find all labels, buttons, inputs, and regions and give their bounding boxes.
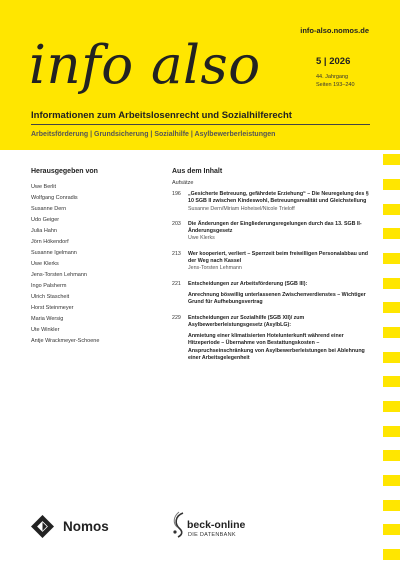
journal-subtitle: Informationen zum Arbeitslosenrecht und Sozialhilferecht xyxy=(31,110,292,121)
edge-marker xyxy=(383,278,400,289)
toc-entry[interactable] xyxy=(172,315,372,363)
partner-name: beck-online xyxy=(187,519,246,531)
toc-entry[interactable] xyxy=(172,191,372,213)
editor-name: Jörn Hökendorf xyxy=(31,239,69,245)
editor-name: Udo Geiger xyxy=(31,217,60,223)
editor-name: Uwe Berlit xyxy=(31,184,57,190)
partner-tagline: DIE DATENBANK xyxy=(188,532,236,538)
editor-name: Uwe Klerks xyxy=(31,261,59,267)
volume-info xyxy=(316,74,355,89)
edge-marker xyxy=(383,450,400,461)
topics-line: Arbeitsförderung | Grundsicherung | Sozialhilfe | Asylbewerberleistungen xyxy=(31,131,276,138)
editor-name: Susanne Dern xyxy=(31,206,67,212)
table-of-contents xyxy=(172,168,372,370)
editors-heading: Herausgegeben von xyxy=(31,168,98,175)
publisher-name: Nomos xyxy=(63,519,109,534)
page-range: Seiten 193–240 xyxy=(316,81,355,88)
edge-marker xyxy=(383,352,400,363)
toc-title: Entscheidungen zur Sozialhilfe (SGB XII)/ zum Asylbewerberleistungsgesetz (AsylbLG): xyxy=(188,314,305,328)
toc-entry[interactable] xyxy=(172,251,372,273)
edge-marker xyxy=(383,302,400,313)
editor-name: Antje Wrackmeyer-Schoene xyxy=(31,338,100,344)
toc-heading: Aus dem Inhalt xyxy=(172,168,223,175)
toc-authors: Uwe Klerks xyxy=(188,235,215,242)
editor-name: Susanne Igelmann xyxy=(31,250,77,256)
editors-column xyxy=(31,168,151,347)
editor-name: Ulrich Stascheit xyxy=(31,294,70,300)
edge-marker xyxy=(383,179,400,190)
editor-name: Jens-Torsten Lehmann xyxy=(31,272,87,278)
toc-page: 203 xyxy=(172,220,181,227)
edge-marker xyxy=(383,475,400,486)
editor-name: Ingo Palsherm xyxy=(31,283,67,289)
toc-page: 213 xyxy=(172,250,181,257)
toc-title: Entscheidungen zur Arbeitsförderung (SGB III): xyxy=(188,280,308,287)
toc-title: „Gesicherte Betreuung, gefährdete Erziehung“ – Die Neuregelung des § 10 SGB II zwischen Kindeswohl, Betreuungsrealität und Gleichstellung xyxy=(188,191,369,205)
toc-summary: Anrechnung böswillig unterlassenen Zwischenverdienstes – Wichtiger Grund für Aufhebungsvertrag xyxy=(188,291,366,306)
volume: 44. Jahrgang xyxy=(316,74,349,80)
editor-name: Ute Winkler xyxy=(31,327,60,333)
edge-marker xyxy=(383,549,400,560)
toc-page: 229 xyxy=(172,314,181,321)
edge-marker xyxy=(383,253,400,264)
edge-marker xyxy=(383,426,400,437)
editor-name: Horst Steinmeyer xyxy=(31,305,74,311)
issue-number: 5 | 2026 xyxy=(316,56,351,67)
toc-authors: Jens-Torsten Lehmann xyxy=(188,265,242,272)
edge-marker xyxy=(383,401,400,412)
toc-entry[interactable] xyxy=(172,281,372,307)
toc-page: 221 xyxy=(172,280,181,287)
edge-marker xyxy=(383,327,400,338)
edge-marker xyxy=(383,500,400,511)
toc-title: Wer kooperiert, verliert – Sperrzeit beim freiwilligen Personalabbau und der Weg nach Kassel xyxy=(188,250,369,265)
edge-marker xyxy=(383,154,400,165)
toc-authors: Susanne Dern/Miriam Hoheisel/Nicole Trieloff xyxy=(188,205,295,212)
header-divider xyxy=(31,124,370,125)
toc-entry[interactable] xyxy=(172,221,372,243)
toc-page: 196 xyxy=(172,191,181,197)
journal-logo: info also xyxy=(29,35,261,96)
edge-marker xyxy=(383,228,400,239)
nomos-logo-icon xyxy=(31,515,54,538)
toc-summary: Anmietung einer klimatisierten Hotelunterkunft während einer Hitzeperiode – Übernahme von Bestattungskosten – Anspruchseinschränkung von Asylbewerberleistungen bei Ablehnung einer Arbeitsgelegenheit xyxy=(188,333,365,362)
editor-name: Wolfgang Conradis xyxy=(31,195,78,201)
editor-name: Maria Wersig xyxy=(31,316,64,322)
journal-url[interactable]: info-also.nomos.de xyxy=(300,26,369,35)
toc-section-label: Aufsätze xyxy=(172,180,194,186)
editor-name: Julia Hahn xyxy=(31,228,57,234)
edge-marker xyxy=(383,524,400,535)
edge-marker xyxy=(383,204,400,215)
edge-marker xyxy=(383,376,400,387)
beck-online-logo-icon xyxy=(170,510,186,538)
toc-title: Die Änderungen der Eingliederungsregelungen durch das 13. SGB II-Änderungsgesetz xyxy=(188,220,362,235)
